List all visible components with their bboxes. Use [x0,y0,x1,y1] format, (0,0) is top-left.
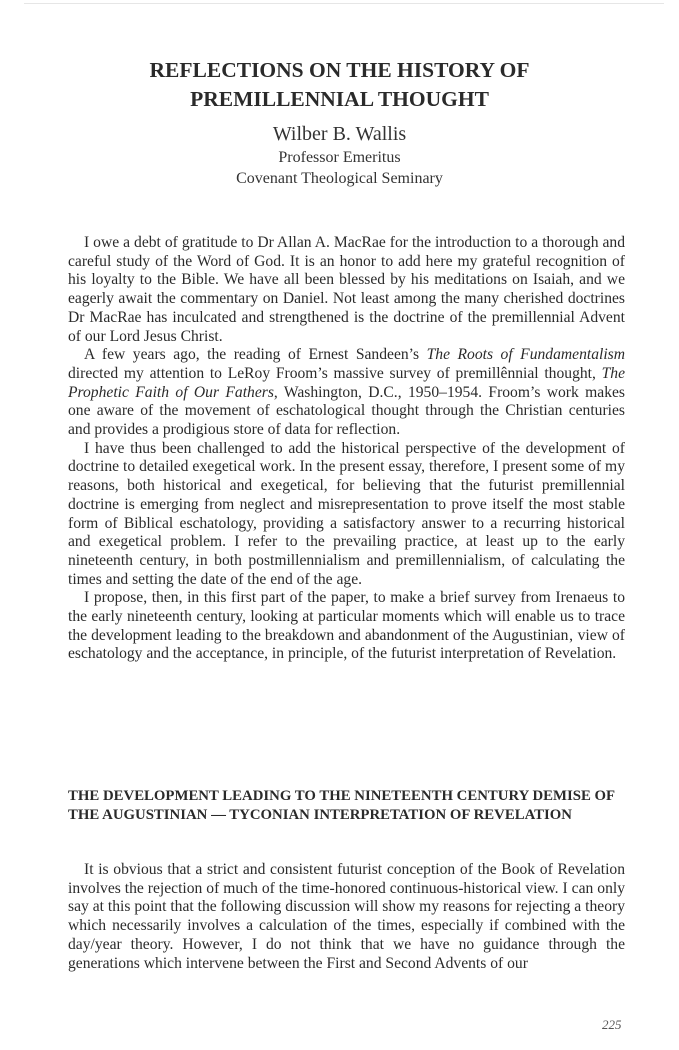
paragraph-2-text-a: A few years ago, the reading of Ernest Sandeen’s [84,346,427,364]
intro-body [68,234,625,664]
author-title: Professor Emeritus [278,149,401,166]
paragraph-2 [68,346,625,440]
scan-edge-line [24,3,664,4]
author-name: Wilber B. Wallis [272,123,407,145]
article-title [60,56,619,114]
page-number: 225 [602,1017,622,1032]
title-line-2: PREMILLENNIAL THOUGHT [190,87,489,111]
section-paragraph-1: It is obvious that a strict and consistent futurist conception of the Book of Revelation involves the rejection of much of the time-honored continuous-historical view. I can only say at this point that the following discussion will show my reasons for rejecting a theory which necessarily involves a calculation of the times, especially if combined with the day/year theory. However, I do not think that we have no guidance through the generations which intervene between the First and Second Advents of our [68,861,625,972]
section-heading: THE DEVELOPMENT LEADING TO THE NINETEENTH CENTURY DEMISE OF THE AUGUSTINIAN — TYCONIAN INTERPRETATION OF REVELATION [68,788,615,823]
author-institution: Covenant Theological Seminary [236,170,443,187]
book-title-prophetic-faith: The Prophetic Faith of Our Fathers [68,364,625,401]
section-body [68,861,625,973]
title-line-1: REFLECTIONS ON THE HISTORY OF [149,58,530,82]
paragraph-2-text-c: , Washington, D.C., 1950–1954. Froom’s work makes one aware of the movement of eschatological thought through the Christian centuries and provides a prodigious store of data for reflection. [68,383,625,439]
paragraph-1: I owe a debt of gratitude to Dr Allan A. MacRae for the introduction to a thorough and careful study of the Word of God. It is an honor to add here my grateful recognition of his loyalty to the Bible. We have all been blessed by his meditations on Isaiah, and we eagerly await the commentary on Daniel. Not least among the many cherished doctrines Dr MacRae has inculcated and strengthened is the doctrine of the premillennial Advent of our Lord Jesus Christ. [68,234,625,345]
paragraph-4: I propose, then, in this first part of the paper, to make a brief survey from Irenaeus to the early nineteenth century, looking at particular moments which will enable us to trace the development leading to the breakdown and abandonment of the Augustinian‚ view of eschatology and the acceptance, in principle, of the futurist interpretation of Revelation. [68,589,625,663]
book-title-roots-of-fundamentalism: The Roots of Fundamentalism [426,346,625,364]
paragraph-2-text-b: directed my attention to LeRoy Froom’s massive survey of premillênnial thought, [68,364,602,382]
paragraph-3: I have thus been challenged to add the historical perspective of the development of doctrine to detailed exegetical work. In the present essay, therefore, I present some of my reasons, both historical and exegetical, for believing that the futurist premillennial doctrine is emerging from neglect and misrepresentation to prove itself the most stable form of Biblical eschatology, providing a satisfactory answer to a recurring historical and exegetical problem. I refer to the prevailing practice, at least up to the early nineteenth century, in both postmillennialism and premillennialism, of calculating the times and setting the date of the end of the age. [68,439,625,588]
